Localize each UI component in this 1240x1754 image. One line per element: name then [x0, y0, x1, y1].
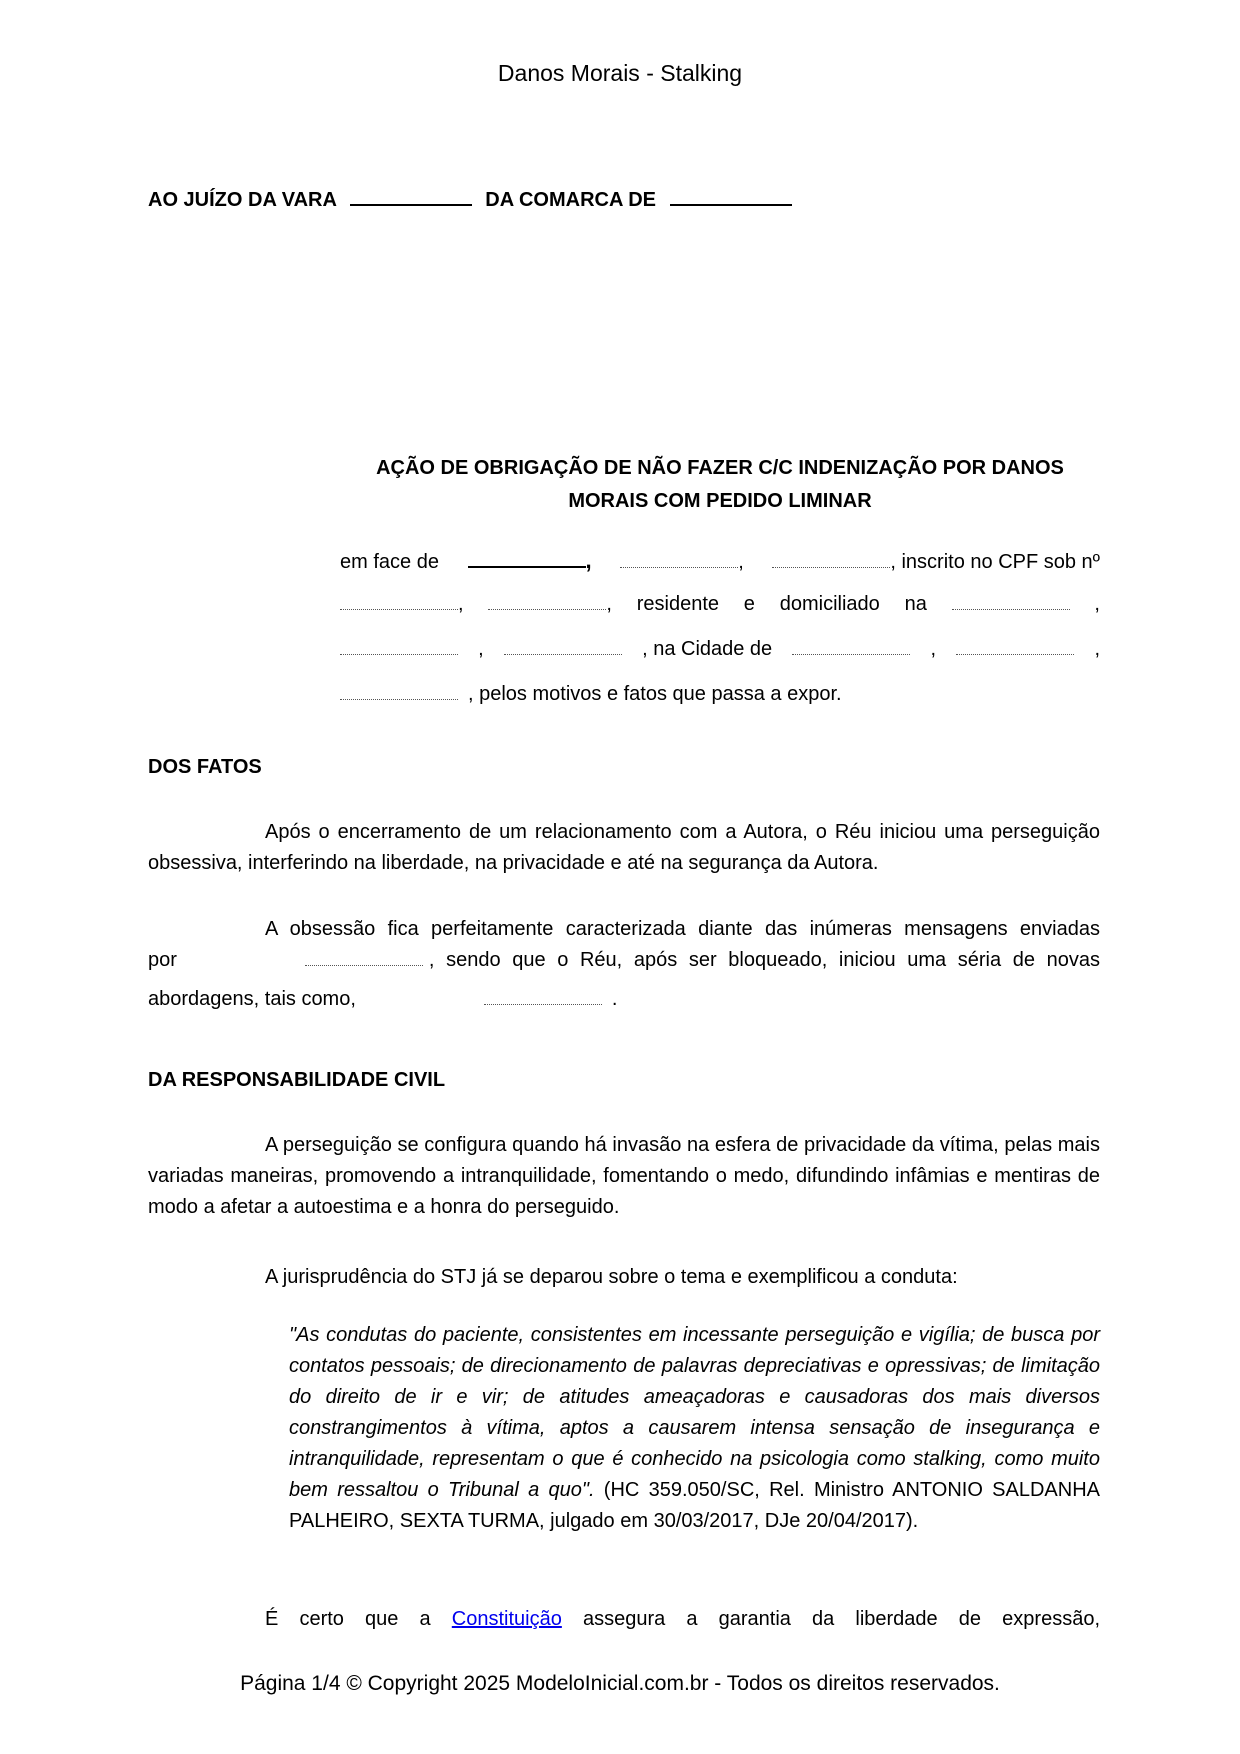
na-cidade-label: , na Cidade de	[642, 638, 773, 660]
document-header-title: Danos Morais - Stalking	[497, 60, 743, 86]
parties-line-4	[340, 683, 1100, 728]
blank-profession	[340, 593, 458, 610]
jurisprudence-quote	[289, 1320, 1100, 1537]
quote-citation: (HC 359.050/SC, Rel. Ministro ANTONIO SALDANHA PALHEIRO, SEXTA TURMA, julgado em 30/03/2017, DJe 20/04/2017).	[289, 1479, 1100, 1532]
blank-cep	[340, 683, 458, 700]
parties-block	[340, 548, 1100, 728]
parties-line-1: em face de , , , inscrito no CPF sob nº	[340, 548, 1100, 573]
dos-fatos-paragraph-1	[148, 817, 1100, 879]
quote-text: "As condutas do paciente, consistentes em incessante perseguição e vigília; de busca por contatos pessoais; de direcionamento de palavras depreciativas e opressivas; de limitação do direito de ir e vir; de atitudes ameaçadoras e causadoras dos mais diversos constrangimentos à vítima, aptos a causarem intensa sensação de insegurança e intranquilidade, representam o que é conhecido na psicologia como stalking, como muito bem ressaltou o Tribunal a quo".	[289, 1324, 1100, 1501]
addressee-comarca: DA COMARCA DE	[485, 189, 657, 211]
pelos-motivos-label: , pelos motivos e fatos que passa a expor.	[468, 683, 842, 705]
section-dos-fatos-heading	[148, 756, 1100, 779]
blank-cpf	[488, 593, 606, 610]
addressee-vara: AO JUÍZO DA VARA	[148, 189, 337, 211]
paragraph-line-abordagens: abordagens, tais como, .	[148, 988, 618, 1010]
inscrito-label: , inscrito no CPF sob nº	[890, 551, 1100, 573]
heading-dos-fatos: DOS FATOS	[148, 756, 262, 778]
blank-defendant-name	[468, 550, 586, 568]
blank-number	[340, 638, 458, 655]
parties-line-2: , , residente e domiciliado na ,	[340, 593, 1100, 638]
section-responsabilidade-heading	[148, 1069, 1100, 1092]
blank-vara	[350, 186, 472, 206]
blank-comarca	[670, 186, 792, 206]
e-label: e	[743, 593, 755, 615]
paragraph-text: Após o encerramento de um relacionamento com a Autora, o Réu iniciou uma perseguição obsessiva, interferindo na liberdade, na privacidade e até na segurança da Autora.	[148, 821, 1100, 874]
paragraph-text: É certo que a Constituição assegura a garantia da liberdade de expressão,	[265, 1608, 1100, 1630]
paragraph-line-por	[148, 945, 1100, 976]
em-face-de-label: em face de	[340, 551, 439, 573]
action-title	[340, 452, 1100, 518]
paragraph-text: A perseguição se configura quando há invasão na esfera de privacidade da vítima, pelas mais variadas maneiras, promovendo a intranquilidade, fomentando o medo, difundindo infâmias e mentiras de modo a afetar a autoestima e a honra do perseguido.	[148, 1134, 1100, 1218]
residente-label: residente	[636, 593, 719, 615]
responsabilidade-paragraph-1	[148, 1130, 1100, 1223]
abordagens-label: abordagens, tais como,	[148, 988, 356, 1010]
addressee-line	[148, 186, 800, 212]
paragraph-rest: , sendo que o Réu, após ser bloqueado, iniciou uma séria de novas	[428, 949, 1100, 971]
blank-neighborhood	[504, 638, 622, 655]
blank-nationality	[620, 551, 738, 568]
heading-responsabilidade-civil: DA RESPONSABILIDADE CIVIL	[148, 1069, 446, 1091]
blank-message-medium	[305, 949, 423, 966]
por-label: por	[148, 949, 177, 971]
page-footer: Página 1/4 © Copyright 2025 ModeloInicial.com.br - Todos os direitos reservados.	[240, 1672, 1000, 1695]
na-label: na	[904, 593, 927, 615]
parties-line-3: , , na Cidade de , ,	[340, 638, 1100, 683]
domiciliado-label: domiciliado	[779, 593, 880, 615]
responsabilidade-paragraph-3	[148, 1604, 1100, 1635]
blank-street	[952, 593, 1070, 610]
action-title-line-1: AÇÃO DE OBRIGAÇÃO DE NÃO FAZER C/C INDENIZAÇÃO POR DANOS	[376, 457, 1064, 479]
paragraph-text: A jurisprudência do STJ já se deparou sobre o tema e exemplificou a conduta:	[265, 1266, 958, 1288]
responsabilidade-paragraph-2	[148, 1262, 1100, 1293]
action-title-line-2: MORAIS COM PEDIDO LIMINAR	[568, 490, 872, 512]
blank-approaches	[484, 988, 602, 1005]
dos-fatos-paragraph-2	[148, 914, 1100, 1011]
blank-state	[956, 638, 1074, 655]
paragraph-line: A obsessão fica perfeitamente caracterizada diante das inúmeras mensagens enviadas	[265, 918, 1100, 940]
blank-civil-status	[772, 551, 890, 568]
blank-city	[792, 638, 910, 655]
constituicao-link[interactable]: Constituição	[451, 1608, 562, 1630]
